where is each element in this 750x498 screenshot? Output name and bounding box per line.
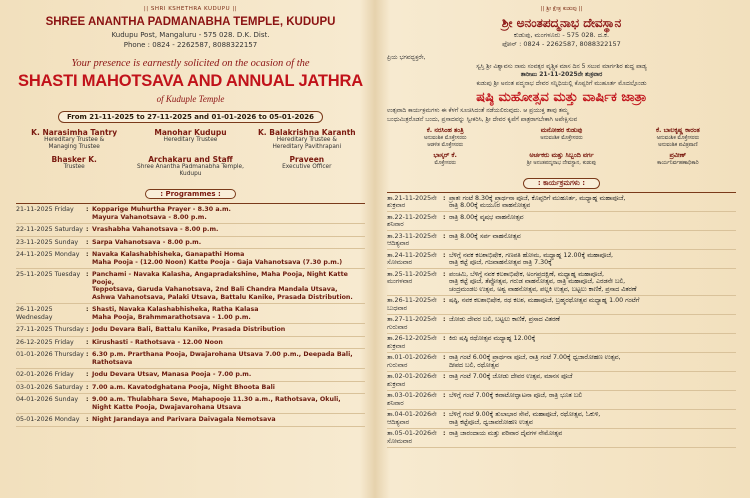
- programme-row: [16, 369, 365, 382]
- separator: :: [86, 371, 89, 378]
- invitation-body-2: [387, 107, 736, 124]
- programme-events: [449, 354, 736, 369]
- programme-event-line: Panchami - Navaka Kalasha, Angapradakshine, Maha Pooja, Night Katte Pooje,: [92, 271, 348, 286]
- programme-event-line: Navaka Kalashabhisheka, Ganapathi Homa: [92, 251, 245, 258]
- trustee: [16, 128, 132, 151]
- programme-event-line: ರಾತ್ರಿ ಜಾರಂದಾಯ ಮತ್ತು ಪರಿವಾರ ದೈವಗಳ ನೇಮೋತ್ಸವ: [449, 430, 563, 437]
- programme-event-line: ರಾತ್ರಿ ಕಟ್ಟೆ ಪೂಜೆ, ಗಜವಾಹನೋತ್ಸವ ರಾತ್ರಿ 7.30ಕ್ಕೆ: [449, 259, 552, 266]
- programme-event-line: 9.00 a.m. Thulabhara Seve, Mahapooje 11.30 a.m., Rathotsava, Okuli,: [92, 396, 341, 403]
- programme-events: [92, 351, 365, 366]
- programme-event-line: ಬೆಳಿಗ್ಗೆ ನವಕ ಕಲಶಾಭಿಷೇಕ, ಗಣಪತಿ ಹೋಮ, ಮಧ್ಯಾಹ್ನ 12.00ಕ್ಕೆ ಮಹಾಪೂಜೆ,: [449, 251, 613, 259]
- programme-row: [16, 382, 365, 395]
- programme-row: [16, 414, 365, 427]
- programme-events: [92, 416, 365, 424]
- programme-date: 04-01-2026 Sunday: [16, 396, 79, 403]
- programme-event-line: ರಾತ್ರಿ ಕಟ್ಟೆಪೂಜೆ, ಧ್ವಜಾವರೋಹಣ ಉತ್ಸವ: [449, 418, 533, 426]
- programme-row: [387, 334, 736, 353]
- programme-row: [16, 337, 365, 350]
- trustee-name: ಕೆ. ನರಸಿಂಹ ತಂತ್ರಿ: [426, 127, 464, 134]
- programme-date: ತಾ.05-01-2026ನೇ ಸೋಮವಾರ: [387, 430, 437, 445]
- programme-events: [92, 339, 365, 347]
- programme-row: [16, 304, 365, 324]
- trustee-name: Praveen: [289, 155, 325, 164]
- programme-events: [92, 206, 365, 221]
- programme-event-line: ಬೆಳಿಗ್ಗೆ ಗಂಟೆ 7.00ಕ್ಕೆ ಕವಾಟೋದ್ಘಾಟನಾ ಪೂಜೆ, ರಾತ್ರಿ ಭೂತ ಬಲಿ: [449, 392, 583, 399]
- trustee-role: Shree Anantha Padmanabha Temple,: [137, 164, 244, 170]
- trustee: [620, 127, 736, 149]
- programme-row: [387, 372, 736, 391]
- programme-events: [92, 326, 365, 334]
- programme-date: ತಾ.26-12-2025ನೇ ಶುಕ್ರವಾರ: [387, 335, 437, 350]
- trustee-role: ಅನುವಂಶಿಕ ಮೊಕ್ತೇಸರರು: [540, 135, 583, 141]
- programme-event-line: Vrashabha Vahanotsava - 8.00 p.m.: [92, 226, 219, 233]
- programme-event-line: ರಾತ್ರಿ ಗಂಟೆ 6.00ಕ್ಕೆ ಪ್ರಾರ್ಥನಾ ಪೂಜೆ, ರಾತ್ರಿ ಗಂಟೆ 7.00ಕ್ಕೆ ಧ್ವಜಾರೋಹಣ ಉತ್ಸವ,: [449, 354, 621, 361]
- trustees-grid: [387, 127, 736, 167]
- programme-event-line: ರಾತ್ರಿ ಕಟ್ಟೆ ಪೂಜೆ, ತೆಪ್ಪೋತ್ಸವ, ಗರುಡ ವಾಹನೋತ್ಸವ, ರಾತ್ರಿ ಮಹಾಪೂಜೆ, ಎರಡನೇ ಬಲಿ,: [449, 278, 626, 285]
- programme-row: [387, 250, 736, 269]
- programme-date: ತಾ.27-11-2025ನೇ ಗುರುವಾರ: [387, 316, 437, 331]
- programme-event-line: Maha Pooja, Brahmmarathotsava - 1.00 p.m.: [92, 313, 251, 321]
- separator: :: [443, 392, 446, 399]
- programme-event-line: ಕಿರು ಷಷ್ಠಿ ರಥೋತ್ಸವ ಮಧ್ಯಾಹ್ನ 12.00ಕ್ಕೆ: [449, 335, 536, 342]
- trustee-role: Trustee: [63, 164, 85, 170]
- programme-events: [449, 392, 736, 407]
- separator: :: [86, 271, 89, 278]
- programme-row: [16, 224, 365, 237]
- trustee: [503, 152, 619, 167]
- trustee-role: Hereditary Trustee: [163, 137, 218, 143]
- programme-row: [16, 349, 365, 369]
- separator: :: [86, 206, 89, 213]
- programme-date: ತಾ.24-11-2025ನೇ ಸೋಮವಾರ: [387, 251, 437, 266]
- temple-address: [16, 30, 365, 50]
- trustee-role: Hereditary Trustee &: [44, 137, 105, 143]
- body-line: ಕುಡುಪು ಶ್ರೀ ಅನಂತ ಪದ್ಮನಾಭ ದೇವರ ಸನ್ನಿಧಿಯಲ್ಲಿ ಕೊಪ್ಪರಿಗೆ ಮುಹೂರ್ತ ಮೊದಲ್ಗೊಂಡು: [476, 79, 647, 87]
- programme-row: [387, 269, 736, 296]
- programme-event-line: ದೀಪದ ಬಲಿ, ರಥೋತ್ಸವ: [449, 361, 499, 369]
- programme-event-line: Jodu Devara Utsav, Manasa Pooja - 7.00 p.m.: [92, 371, 252, 378]
- separator: :: [443, 335, 446, 342]
- trustee-name: ಮನೋಹರ ಕುಡುಪು: [540, 127, 583, 134]
- trustee: [16, 155, 132, 178]
- separator: :: [86, 383, 89, 391]
- programme-event-line: ಪ್ರಾತಃ ಗಂಟೆ 8.30ಕ್ಕೆ ಪ್ರಾರ್ಥನಾ ಪೂಜೆ, ಕೊಪ್ಪರಿಗೆ ಮುಹೂರ್ತ, ಮಧ್ಯಾಹ್ನ ಮಹಾಪೂಜೆ,: [449, 194, 626, 202]
- trustee-name: Manohar Kudupu: [154, 128, 227, 137]
- trustee-role: Executive Officer: [282, 164, 332, 170]
- separator: :: [86, 251, 89, 258]
- trustee-name: ಭಾಸ್ಕರ್ ಕೆ.: [433, 152, 457, 159]
- trustee-role: ಅನುವಂಶಿಕ ಪವಿತ್ರಪಾಣಿ: [657, 142, 698, 148]
- programme-row: [387, 391, 736, 410]
- programme-event-line: Sarpa Vahanotsava - 8.00 p.m.: [92, 238, 202, 246]
- programme-events: [92, 396, 365, 411]
- separator: :: [443, 194, 446, 202]
- trustee: [132, 155, 248, 178]
- separator: :: [86, 416, 89, 423]
- programme-event-line: Kopparige Muhurtha Prayer - 8.30 a.m.: [92, 206, 231, 213]
- programme-event-line: Maha Pooja - (12.00 Noon) Katte Pooja - Gaja Vahanotsava (7.30 p.m.): [92, 258, 343, 266]
- programme-events: [449, 297, 736, 312]
- programme-event-line: ಚಂದ್ರಮಂಡಲ ಉತ್ಸವ, ಅಶ್ವ ವಾಹನೋತ್ಸವ, ಪಲ್ಲಕಿ ಉತ್ಸವ, ಬಟ್ಟಲು ಕಾಣಿಕೆ, ಪ್ರಸಾದ ವಿತರಣೆ: [449, 285, 637, 293]
- separator: :: [86, 396, 89, 403]
- programme-events: [449, 214, 736, 229]
- separator: :: [86, 351, 89, 358]
- programme-date: ತಾ.21-11-2025ನೇ ಶುಕ್ರವಾರ: [387, 194, 437, 209]
- separator: :: [443, 354, 446, 361]
- trustee-role: Managing Trustee: [48, 144, 100, 150]
- programme-list: [16, 203, 365, 427]
- phone-line: Phone : 0824 - 2262587, 8088322157: [123, 41, 258, 49]
- trustee-role: Hereditary Pavithrapani: [272, 144, 342, 150]
- kshethra-header: || SHRI KSHETHRA KUDUPU ||: [143, 6, 238, 12]
- trustee-name: Bhasker K.: [51, 155, 97, 164]
- separator: :: [443, 430, 446, 437]
- programme-row: [16, 237, 365, 250]
- programme-list: [387, 192, 736, 448]
- address-line: Kudupu Post, Mangaluru - 575 028. D.K. Dist.: [111, 31, 270, 39]
- programme-row: [387, 353, 736, 372]
- programme-event-line: Mayura Vahanotsava - 8.00 p.m.: [92, 213, 207, 221]
- separator: :: [443, 316, 446, 323]
- programme-events: [449, 411, 736, 426]
- programme-event-line: ಬೆಳಿಗ್ಗೆ ಗಂಟೆ 9.00ಕ್ಕೆ ತುಲಾಭಾರ ಸೇವೆ, ಮಹಾಪೂಜೆ, ರಥೋತ್ಸವ, ಓಕುಳಿ,: [449, 411, 601, 418]
- body-line: ಉತ್ಸವಾದಿ ಕಾರ್ಯಕ್ರಮಗಳು ಈ ಕೆಳಗೆ ಸೂಚಿಸಿದಂತೆ ನಡೆಯಲಿರುವುದು. ಆ ಪ್ರಯುಕ್ತ ತಾವು ತಮ್ಮ: [387, 107, 569, 114]
- kshethra-header: || ಶ್ರೀ ಕ್ಷೇತ್ರ ಕುಡುಪು ||: [540, 6, 583, 12]
- trustees-grid: [16, 128, 365, 178]
- programme-events: [92, 226, 365, 234]
- programme-events: [449, 195, 736, 210]
- separator: :: [443, 251, 446, 259]
- programme-event-line: 6.30 p.m. Prarthana Pooja, Dwajarohana Utsava 7.00 p.m., Deepada Bali, Rathotsava: [92, 351, 353, 366]
- trustee-name: Archakaru and Staff: [148, 155, 233, 164]
- address-line: ಕುಡುಪು, ಮಂಗಳೂರು - 575 028. ದ.ಕ.: [513, 31, 610, 39]
- programme-events: [449, 316, 736, 331]
- programme-event-line: Ashwa Vahanotsava, Palaki Utsava, Battalu Kanike, Prasada Distribution.: [92, 293, 353, 301]
- programme-event-line: Kirushasti - Rathotsava - 12.00 Noon: [92, 338, 223, 346]
- programmes-label: : Programmes :: [145, 189, 236, 199]
- trustee: [387, 127, 503, 149]
- separator: :: [443, 373, 446, 380]
- separator: :: [443, 213, 446, 221]
- trustee-name: ಪ್ರವೀಣ್: [669, 152, 687, 159]
- programmes-label: : ಕಾರ್ಯಕ್ರಮಗಳು :: [523, 178, 600, 189]
- date-range: From 21-11-2025 to 27-11-2025 and 01-01-2026 to 05-01-2026: [58, 111, 323, 123]
- programme-date: 22-11-2025 Saturday: [16, 226, 83, 233]
- trustee: [387, 152, 503, 167]
- programme-events: [92, 306, 365, 321]
- programme-events: [449, 233, 736, 248]
- programme-row: [387, 231, 736, 250]
- programme-events: [449, 252, 736, 267]
- programme-event-line: ರಾತ್ರಿ 8.00ಕ್ಕೆ ವೃಷಭ ವಾಹನೋತ್ಸವ: [449, 213, 524, 221]
- separator: :: [86, 226, 89, 233]
- trustee-role: ಕಾರ್ಯನಿರ್ವಹಣಾಧಿಕಾರಿ: [657, 160, 699, 166]
- of-temple: of Kuduple Temple: [156, 94, 225, 104]
- programme-date: ತಾ.25-11-2025ನೇ ಮಂಗಳವಾರ: [387, 270, 437, 285]
- programme-date: ತಾ.02-01-2026ನೇ ಶುಕ್ರವಾರ: [387, 373, 437, 388]
- separator: :: [86, 338, 89, 346]
- programme-row: [387, 429, 736, 448]
- separator: :: [443, 270, 446, 278]
- festival-title: SHASTI MAHOTSAVA AND ANNUAL JATHRA: [18, 72, 363, 90]
- separator: :: [443, 411, 446, 418]
- programme-event-line: Night Jarandaya and Parivara Daivagala Nemotsava: [92, 416, 276, 423]
- trustee: [249, 155, 365, 178]
- programme-date: ತಾ.01-01-2026ನೇ ಗುರುವಾರ: [387, 354, 437, 369]
- programme-row: [387, 296, 736, 315]
- programme-row: [387, 410, 736, 429]
- separator: :: [86, 326, 89, 333]
- programme-date: 03-01-2026 Saturday: [16, 383, 83, 391]
- programme-events: [92, 239, 365, 247]
- programme-row: [387, 315, 736, 334]
- body-line: ತಾರೀಖು 21-11-2025ನೇ ಶುಕ್ರವಾರ: [520, 71, 603, 78]
- body-line: ಸ್ವಸ್ತಿ ಶ್ರೀ ವಿಶ್ವಾವಸು ನಾಮ ಸಂವತ್ಸರ ವೃಶ್ಚಿಕ ಮಾಸ ದಿನ 5 ಸಲುವ ಮಾರ್ಗಶಿರ ಶುದ್ಧ ಪಾಡ್ಯ: [476, 62, 647, 70]
- programme-events: [92, 271, 365, 301]
- trustee-role: ಆಡಳಿತ ಮೊಕ್ತೇಸರರು: [427, 142, 464, 148]
- programme-event-line: Shasti, Navaka Kalashabhisheka, Ratha Kalasa: [92, 306, 259, 313]
- festival-title: ಷಷ್ಠಿ ಮಹೋತ್ಸವ ಮತ್ತು ವಾರ್ಷಿಕ ಜಾತ್ರಾ: [476, 90, 647, 105]
- trustee-name: ಅರ್ಚಕರು ಮತ್ತು ಸಿಬ್ಬಂದಿ ವರ್ಗ: [529, 152, 594, 159]
- programme-event-line: Teppotsava, Garuda Vahanotsava, 2nd Bali Chandra Mandala Utsava,: [92, 286, 338, 293]
- programme-events: [92, 251, 365, 266]
- programme-row: [16, 324, 365, 337]
- greeting: ಪ್ರಿಯ ಭಗವದ್ಭಕ್ತರೇ,: [387, 54, 426, 61]
- programme-events: [449, 430, 736, 445]
- trustee-name: K. Balakrishna Karanth: [258, 128, 356, 137]
- programme-row: [16, 204, 365, 224]
- invitation-body: [387, 54, 736, 88]
- programme-events: [449, 335, 736, 350]
- temple-address: [387, 31, 736, 49]
- programme-event-line: ಷಷ್ಠಿ, ನವಕ ಕಲಶಾಭಿಷೇಕ, ರಥ ಕಲಶ, ಮಹಾಪೂಜೆ, ಬ್ರಹ್ಮರಥೋತ್ಸವ ಮಧ್ಯಾಹ್ನ 1.00 ಗಂಟೆಗೆ: [449, 297, 640, 304]
- programme-date: 26-11-2025 Wednesday: [16, 306, 53, 321]
- programme-date: 25-11-2025 Tuesday: [16, 271, 81, 278]
- programme-date: 23-11-2025 Sunday: [16, 238, 79, 246]
- programme-date: ತಾ.26-11-2025ನೇ ಬುಧವಾರ: [387, 297, 437, 312]
- separator: :: [86, 238, 89, 246]
- programme-event-line: ರಾತ್ರಿ 8.00ಕ್ಕೆ ಸರ್ಪ ವಾಹನೋತ್ಸವ: [449, 232, 521, 240]
- phone-line: ಫೋನ್ : 0824 - 2262587, 8088322157: [502, 40, 621, 48]
- programme-event-line: ಜೋಡು ದೇವರ ಬಲಿ, ಬಟ್ಟಲು ಕಾಣಿಕೆ, ಪ್ರಸಾದ ವಿತರಣೆ: [449, 316, 560, 323]
- programme-row: [16, 249, 365, 269]
- programme-events: [92, 384, 365, 392]
- programme-date: ತಾ.22-11-2025ನೇ ಶನಿವಾರ: [387, 213, 437, 228]
- trustee-role: ಶ್ರೀ ಅನಂತಪದ್ಮನಾಭ ದೇವಸ್ಥಾನ, ಕುಡುಪು: [526, 160, 597, 166]
- programme-date: ತಾ.04-01-2026ನೇ ಆದಿತ್ಯವಾರ: [387, 411, 437, 426]
- programme-date: 01-01-2026 Thursday: [16, 351, 84, 358]
- trustee: [249, 128, 365, 151]
- trustee-role: Hereditary Trustee &: [276, 137, 337, 143]
- programme-row: [387, 212, 736, 231]
- programme-row: [16, 394, 365, 414]
- programme-event-line: Night Katte Pooja, Dwajavarohana Utsava: [92, 403, 242, 411]
- trustee-role: ಮೊಕ್ತೇಸರರು: [434, 160, 456, 166]
- trustee-role: ಅನುವಂಶಿಕ ಮೊಕ್ತೇಸರರು: [656, 135, 700, 141]
- programme-date: 05-01-2026 Monday: [16, 416, 80, 423]
- programme-date: 02-01-2026 Friday: [16, 371, 74, 378]
- separator: :: [443, 232, 446, 240]
- programme-events: [449, 271, 736, 294]
- invite-line: Your presence is earnestly solicited on the ocasion of the: [71, 58, 310, 69]
- programme-event-line: 7.00 a.m. Kavatodghatana Pooja, Night Bhoota Bali: [92, 383, 275, 391]
- programme-date: 26-12-2025 Friday: [16, 338, 74, 346]
- trustee-name: ಕೆ. ಬಾಲಕೃಷ್ಣ ಕಾರಂತ: [655, 127, 700, 134]
- programme-event-line: ರಾತ್ರಿ 8.00ಕ್ಕೆ ಮಯೂರ ವಾಹನೋತ್ಸವ: [449, 202, 531, 209]
- programme-events: [449, 373, 736, 388]
- kannada-page: [375, 0, 750, 498]
- trustee: [620, 152, 736, 167]
- programme-date: ತಾ.23-11-2025ನೇ ಆದಿತ್ಯವಾರ: [387, 232, 437, 247]
- programme-event-line: Jodu Devara Bali, Battalu Kanike, Prasada Distribution: [92, 326, 286, 333]
- trustee: [503, 127, 619, 149]
- trustee: [132, 128, 248, 151]
- programme-date: 27-11-2025 Thursday: [16, 326, 84, 333]
- programme-event-line: ಪಂಚಮಿ, ಬೆಳಿಗ್ಗೆ ನವಕ ಕಲಶಾಭಿಷೇಕ, ಅಂಗಪ್ರದಕ್ಷಿಣೆ, ಮಧ್ಯಾಹ್ನ ಮಹಾಪೂಜೆ,: [449, 270, 604, 278]
- programme-row: [16, 269, 365, 304]
- programme-events: [92, 371, 365, 379]
- programme-event-line: ರಾತ್ರಿ ಗಂಟೆ 7.00ಕ್ಕೆ ಜೋಡು ದೇವರ ಉತ್ಸವ, ಮಾನಸ ಪೂಜೆ: [449, 373, 573, 380]
- body-line: ಬಂಧುಮಿತ್ರರೊಡನೆ ಬಂದು, ಪ್ರಸಾದವನ್ನು ಸ್ವೀಕರಿಸಿ, ಶ್ರೀ ದೇವರ ಕೃಪೆಗೆ ಪಾತ್ರರಾಗಬೇಕಾಗಿ ಅಪೇಕ್ಷಿಸುವ: [387, 115, 578, 123]
- trustee-role: Kudupu: [179, 171, 202, 177]
- separator: :: [86, 306, 89, 313]
- programme-date: 21-11-2025 Friday: [16, 206, 74, 213]
- trustee-name: K. Narasimha Tantry: [31, 128, 118, 137]
- separator: :: [443, 297, 446, 304]
- trustee-role: ಅನುವಂಶಿಕ ಮೊಕ್ತೇಸರರು: [423, 135, 467, 141]
- programme-row: [387, 193, 736, 212]
- programme-date: ತಾ.03-01-2026ನೇ ಶನಿವಾರ: [387, 392, 437, 407]
- programme-date: 24-11-2025 Monday: [16, 251, 80, 258]
- temple-name: SHREE ANANTHA PADMANABHA TEMPLE, KUDUPU: [45, 16, 336, 28]
- temple-name: ಶ್ರೀ ಅನಂತಪದ್ಮನಾಭ ದೇವಸ್ಥಾನ: [501, 16, 622, 30]
